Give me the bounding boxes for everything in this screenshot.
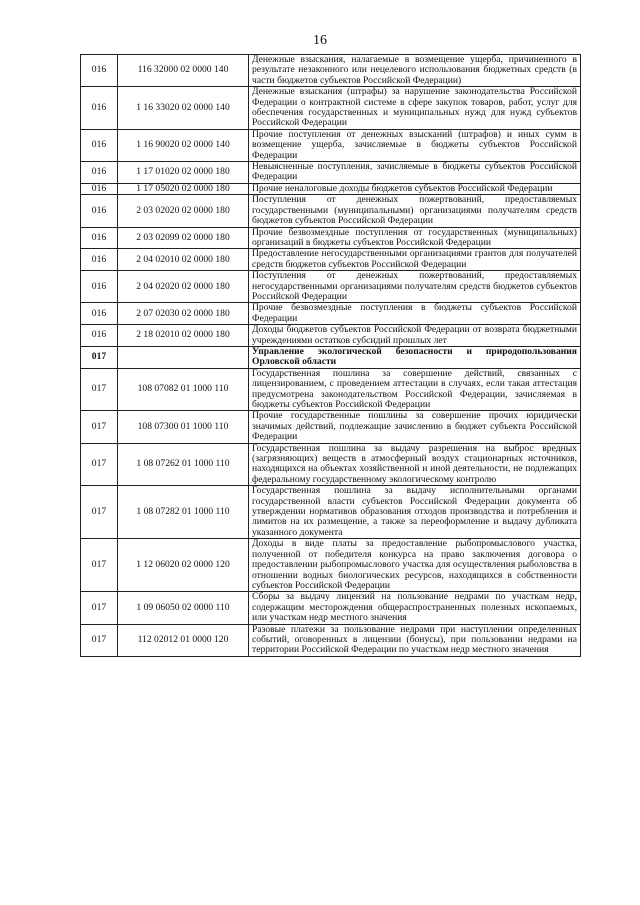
revenue-code-cell: 108 07082 01 1000 110 xyxy=(118,368,249,411)
revenue-description-cell: Прочие неналоговые доходы бюджетов субъектов Российской Федерации xyxy=(249,183,581,194)
revenue-code-cell: 112 02012 01 0000 120 xyxy=(118,624,249,656)
admin-code-cell: 016 xyxy=(81,55,118,87)
revenue-code-cell: 116 32000 02 0000 140 xyxy=(118,55,249,87)
section-header-row xyxy=(81,346,581,368)
revenue-code-cell: 1 16 90020 02 0000 140 xyxy=(118,129,249,161)
revenue-description-cell: Денежные взыскания (штрафы) за нарушение законодательства Российской Федерации о контрактной системе в сфере закупок товаров, работ, услуг для обеспечения государственных и муниципальных нужд для нужд субъектов Российской Федерации xyxy=(249,87,581,130)
admin-code-cell: 017 xyxy=(81,368,118,411)
admin-code-cell: 016 xyxy=(81,183,118,194)
admin-code-cell: 016 xyxy=(81,227,118,249)
table-row xyxy=(81,624,581,656)
revenue-description-cell: Прочие государственные пошлины за совершение прочих юридически значимых действий, подлежащие зачислению в бюджет субъекта Российской Федерации xyxy=(249,411,581,443)
revenue-code-cell: 2 04 02020 02 0000 180 xyxy=(118,271,249,303)
revenue-code-cell: 1 17 05020 02 0000 180 xyxy=(118,183,249,194)
table-row xyxy=(81,486,581,539)
revenue-code-cell: 2 04 02010 02 0000 180 xyxy=(118,249,249,271)
revenue-description-cell: Поступления от денежных пожертвований, предоставляемых государственными (муниципальными) организациями получателям средств бюджетов субъектов Российской Федерации xyxy=(249,195,581,227)
admin-code-cell: 017 xyxy=(81,539,118,592)
table-row xyxy=(81,227,581,249)
admin-code-cell: 016 xyxy=(81,162,118,184)
admin-code-cell: 016 xyxy=(81,129,118,161)
table-row xyxy=(81,249,581,271)
admin-code-cell: 017 xyxy=(81,624,118,656)
revenue-description-cell: Доходы в виде платы за предоставление рыбопромыслового участка, полученной от победителя конкурса на право заключения договора о предоставлении рыбопромыслового участка для осуществления рыболовства в отношении водных биологических ресурсов, находящихся в собственности субъектов Российской Федерации xyxy=(249,539,581,592)
table-row xyxy=(81,368,581,411)
table-row xyxy=(81,195,581,227)
table-row xyxy=(81,443,581,486)
admin-code-cell: 016 xyxy=(81,325,118,347)
revenue-code-cell: 108 07300 01 1000 110 xyxy=(118,411,249,443)
revenue-codes-table xyxy=(80,54,581,657)
revenue-description-cell: Прочие поступления от денежных взысканий (штрафов) и иных сумм в возмещение ущерба, зачисляемые в бюджеты субъектов Российской Федерации xyxy=(249,129,581,161)
admin-code-cell: 016 xyxy=(81,87,118,130)
revenue-description-cell: Государственная пошлина за выдачу разрешения на выброс вредных (загрязняющих) веществ в атмосферный воздух стационарных источников, находящихся на объектах хозяйственной и иной деятельности, не подлежащих федеральному государственному экологическому контролю xyxy=(249,443,581,486)
table-row xyxy=(81,592,581,624)
revenue-code-cell: 1 08 07262 01 1000 110 xyxy=(118,443,249,486)
revenue-description-cell: Прочие безвозмездные поступления от государственных (муниципальных) организаций в бюджеты субъектов Российской Федерации xyxy=(249,227,581,249)
admin-code-cell: 017 xyxy=(81,486,118,539)
table-row xyxy=(81,411,581,443)
admin-code-cell: 016 xyxy=(81,249,118,271)
table-row xyxy=(81,162,581,184)
revenue-description-cell: Сборы за выдачу лицензий на пользование недрами по участкам недр, содержащим месторождения общераспространенных полезных ископаемых, или участкам недр местного значения xyxy=(249,592,581,624)
revenue-code-cell xyxy=(118,346,249,368)
revenue-code-cell: 1 09 06050 02 0000 110 xyxy=(118,592,249,624)
admin-code-cell: 016 xyxy=(81,271,118,303)
revenue-description-cell: Доходы бюджетов субъектов Российской Федерации от возврата бюджетными учреждениями остатков субсидий прошлых лет xyxy=(249,325,581,347)
revenue-code-cell: 2 18 02010 02 0000 180 xyxy=(118,325,249,347)
revenue-description-cell: Предоставление негосударственными организациями грантов для получателей средств бюджетов субъектов Российской Федерации xyxy=(249,249,581,271)
table-row xyxy=(81,271,581,303)
table-row xyxy=(81,55,581,87)
revenue-description-cell: Денежные взыскания, налагаемые в возмещение ущерба, причиненного в результате незаконного или нецелевого использования бюджетных средств (в части бюджетов субъектов Российской Федерации) xyxy=(249,55,581,87)
admin-code-cell: 017 xyxy=(81,592,118,624)
revenue-code-cell: 1 16 33020 02 0000 140 xyxy=(118,87,249,130)
revenue-description-cell: Невыясненные поступления, зачисляемые в бюджеты субъектов Российской Федерации xyxy=(249,162,581,184)
table-row xyxy=(81,129,581,161)
table-row xyxy=(81,303,581,325)
revenue-code-cell: 2 03 02020 02 0000 180 xyxy=(118,195,249,227)
admin-code-cell: 016 xyxy=(81,195,118,227)
admin-code-cell: 017 xyxy=(81,443,118,486)
table-row xyxy=(81,325,581,347)
revenue-code-cell: 1 17 01020 02 0000 180 xyxy=(118,162,249,184)
administrator-name-cell: Управление экологической безопасности и природопользования Орловской области xyxy=(249,346,581,368)
table-row xyxy=(81,87,581,130)
table-body xyxy=(81,55,581,657)
admin-code-cell: 016 xyxy=(81,303,118,325)
revenue-code-cell: 1 08 07282 01 1000 110 xyxy=(118,486,249,539)
revenue-description-cell: Разовые платежи за пользование недрами при наступлении определенных событий, оговоренных в лицензии (бонусы), при пользовании недрами на территории Российской Федерации по участкам недр местного значения xyxy=(249,624,581,656)
page-number: 16 xyxy=(313,33,327,48)
revenue-code-cell: 2 07 02030 02 0000 180 xyxy=(118,303,249,325)
revenue-description-cell: Государственная пошлина за совершение действий, связанных с лицензированием, с проведением аттестации в случаях, если такая аттестация предусмотрена законодательством Российской Федерации, зачисляемая в бюджеты субъектов Российской Федерации xyxy=(249,368,581,411)
table-row xyxy=(81,183,581,194)
revenue-code-cell: 1 12 06020 02 0000 120 xyxy=(118,539,249,592)
admin-code-cell: 017 xyxy=(81,411,118,443)
revenue-description-cell: Поступления от денежных пожертвований, предоставляемых негосударственными организациями получателям средств бюджетов субъектов Российской Федерации xyxy=(249,271,581,303)
admin-code-cell: 017 xyxy=(81,346,118,368)
revenue-code-cell: 2 03 02099 02 0000 180 xyxy=(118,227,249,249)
revenue-description-cell: Прочие безвозмездные поступления в бюджеты субъектов Российской Федерации xyxy=(249,303,581,325)
table-row xyxy=(81,539,581,592)
revenue-description-cell: Государственная пошлина за выдачу исполнительными органами государственной власти субъектов Российской Федерации документа об утверждении нормативов образования отходов производства и потребления и лимитов на их размещение, а также за переоформление и выдачу дубликата указанного документа xyxy=(249,486,581,539)
